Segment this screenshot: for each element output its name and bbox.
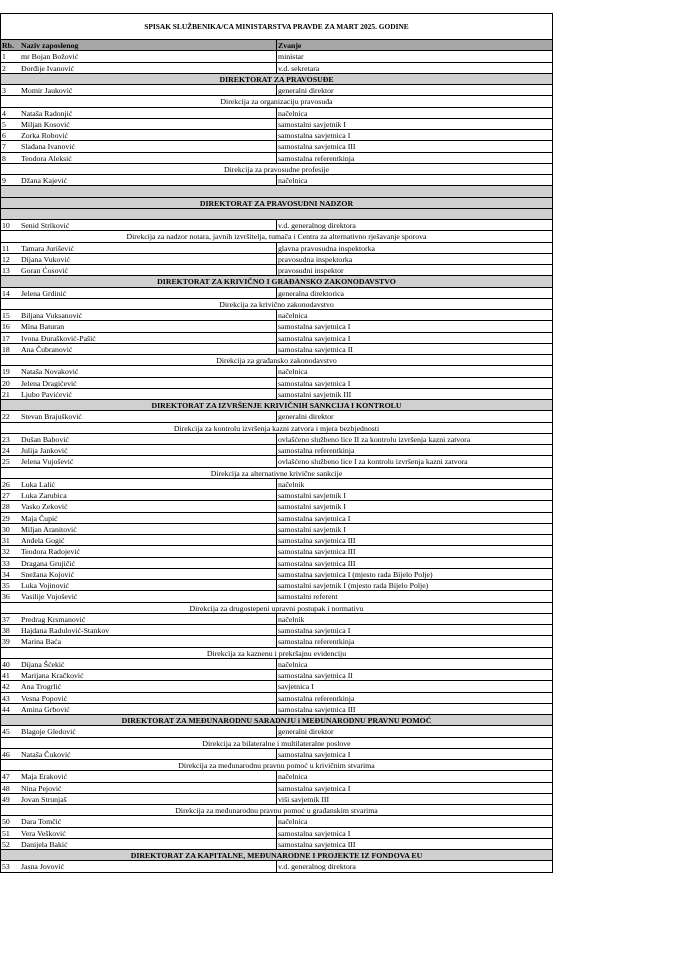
row-number: 19 — [2, 367, 10, 377]
employee-name: Marina Baća — [19, 636, 277, 646]
table-row — [1, 321, 552, 332]
row-number: 21 — [2, 389, 10, 399]
table-row — [1, 130, 552, 141]
table-row — [1, 141, 552, 152]
table-row — [1, 558, 552, 569]
employee-role: savjetnica I — [278, 682, 314, 692]
table-row — [1, 580, 552, 591]
employee-name: Biljana Vuksanović — [19, 310, 277, 320]
row-number: 32 — [2, 547, 10, 557]
employee-name: Luka Vojinović — [19, 580, 277, 590]
directorate-subheading — [1, 760, 552, 771]
employee-name: Julija Janković — [19, 445, 277, 455]
table-row — [1, 839, 552, 850]
section-label: Direkcija za nadzor notara, javnih izvršitelja, tumača i Centra za alternativno rješavanje sporova — [126, 232, 427, 242]
row-number: 27 — [2, 491, 10, 500]
employee-role: pravosudni inspektor — [278, 266, 344, 275]
table-row — [1, 175, 552, 186]
employee-role: načelnica — [278, 108, 308, 118]
section-label: Direkcija za međunarodnu pravnu pomoć u krivičnim stvarima — [178, 761, 375, 770]
directorate-heading — [1, 400, 552, 411]
table-row — [1, 569, 552, 580]
employee-role: v.d. generalnog direktora — [278, 862, 356, 872]
employee-name: Hajdana Radulović-Stankov — [19, 625, 277, 635]
directorate-subheading — [1, 423, 552, 434]
employee-role: samostalni savjetnik I — [278, 524, 346, 534]
employee-role: samostalni savjetnik I — [278, 502, 346, 512]
employee-name: Blagoje Gledović — [19, 726, 277, 736]
section-label: Direkcija za drugostepeni upravni postupak i normativu — [189, 603, 364, 613]
employee-name: Stevan Brajušković — [19, 411, 277, 421]
employee-name: Ana Trogrlić — [19, 681, 277, 691]
table-row — [1, 614, 552, 625]
row-number: 7 — [2, 142, 6, 152]
table-row — [1, 288, 552, 299]
employee-name: Jelena Dragićević — [19, 378, 277, 388]
employee-name: Luka Zarubica — [19, 490, 277, 500]
header-role: Zvanje — [278, 41, 302, 50]
directorate-subheading — [1, 648, 552, 659]
section-label: Direkcija za građansko zakonodavstvo — [216, 356, 337, 365]
table-row — [1, 333, 552, 344]
section-label: DIREKTORAT ZA MEĐUNARODNU SARADNJU i MEĐUNARODNU PRAVNU POMOĆ — [121, 716, 432, 725]
row-number: 33 — [2, 558, 10, 568]
header-rb: Rb. — [2, 41, 14, 50]
row-number: 28 — [2, 502, 10, 512]
row-number: 37 — [2, 614, 10, 624]
section-label: Direkcija za alternativne krivične sankcije — [210, 468, 343, 478]
row-number: 16 — [2, 322, 10, 332]
row-number: 3 — [2, 86, 6, 95]
row-number: 43 — [2, 693, 10, 703]
employee-name: Jelena Grdinić — [19, 288, 277, 298]
employee-role: generalni direktor — [278, 412, 334, 422]
employee-name: Momir Jauković — [19, 85, 277, 95]
employee-role: samostalna savjetnica III — [278, 536, 356, 545]
employee-role: samostalna savjetnica II — [278, 671, 353, 680]
employee-role: načelnik — [278, 614, 305, 624]
employee-name: Dragana Grujičić — [19, 558, 277, 568]
table-row — [1, 546, 552, 557]
employee-role: načelnica — [278, 772, 308, 782]
employee-role: v.d. sekretara — [278, 63, 320, 73]
row-number: 25 — [2, 457, 10, 467]
section-label: Direkcija za bilateralne i multilateralne poslove — [202, 738, 351, 748]
table-row — [1, 771, 552, 782]
employee-name: Luka Lalić — [19, 479, 277, 489]
row-number: 4 — [2, 108, 6, 118]
section-label: DIREKTORAT ZA IZVRŠENJE KRIVIČNIH SANKCIJA I KONTROLU — [151, 401, 402, 410]
table-row — [1, 119, 552, 130]
row-number: 29 — [2, 513, 10, 523]
table-row — [1, 659, 552, 670]
table-row — [1, 243, 552, 254]
employee-name: Maja Eraković — [19, 771, 277, 781]
table-row — [1, 389, 552, 400]
row-number: 40 — [2, 659, 10, 669]
directorate-subheading — [1, 738, 552, 749]
table-row — [1, 490, 552, 501]
employee-role: pravosudna inspektorka — [278, 254, 353, 264]
employee-role: samostalni referent — [278, 592, 338, 602]
directorate-subheading — [1, 299, 552, 310]
employee-name: Zorka Robović — [19, 130, 277, 140]
employee-name: Dara Tomčić — [19, 816, 277, 826]
row-number: 35 — [2, 581, 10, 590]
row-number: 18 — [2, 344, 10, 354]
table-row — [1, 434, 552, 445]
directorate-heading — [1, 276, 552, 287]
directorate-subheading — [1, 96, 552, 107]
table-row — [1, 749, 552, 760]
employee-role: samostalna savjetnica III — [278, 547, 356, 557]
row-number: 1 — [2, 52, 6, 62]
row-number: 9 — [2, 176, 6, 185]
section-label: Direkcija za organizaciju pravosuđa — [220, 97, 333, 107]
row-number: 44 — [2, 704, 10, 714]
employee-role: generalna direktorica — [278, 288, 345, 298]
row-number: 12 — [2, 254, 10, 264]
employee-name: Dijana Vuković — [19, 254, 277, 264]
employee-name: Džana Kajević — [19, 175, 277, 185]
employee-name: Predrag Krsmanović — [19, 614, 277, 624]
employee-name: Nataša Čuković — [19, 749, 277, 759]
section-label: Direkcija za međunarodnu pravnu pomoć u građanskim stvarima — [175, 806, 378, 815]
row-number: 15 — [2, 311, 10, 320]
employee-role: načelnik — [278, 479, 305, 489]
table-row — [1, 254, 552, 265]
row-number: 26 — [2, 479, 10, 489]
employee-role: samostalni savjetnik I (mjesto rada Bijelo Polje) — [278, 581, 429, 590]
row-number: 38 — [2, 626, 10, 635]
table-row — [1, 51, 552, 62]
table-body — [1, 51, 552, 872]
employee-role: načelnica — [278, 817, 308, 827]
employee-name: Vera Vešković — [19, 828, 277, 838]
row-number: 52 — [2, 839, 10, 849]
employee-role: viši savjetnik III — [278, 794, 330, 804]
row-number: 22 — [2, 412, 10, 422]
employee-name: Goran Ćosović — [19, 265, 277, 275]
employee-name: Vasilije Vujošević — [19, 591, 277, 601]
employee-name: Snežana Kojović — [19, 569, 277, 579]
table-row — [1, 861, 552, 872]
employee-role: generalni direktor — [278, 727, 334, 737]
table-row — [1, 670, 552, 681]
table-row — [1, 783, 552, 794]
directorate-subheading — [1, 603, 552, 614]
employee-role: samostalna savjetnica I — [278, 626, 351, 635]
row-number: 53 — [2, 862, 10, 872]
directorate-subheading — [1, 231, 552, 242]
row-number: 24 — [2, 446, 10, 455]
row-number: 49 — [2, 794, 10, 804]
table-row — [1, 108, 552, 119]
employee-name: Đorđije Ivanović — [19, 63, 277, 73]
table-row — [1, 535, 552, 546]
table-row — [1, 524, 552, 535]
section-label: DIREKTORAT ZA KAPITALNE, MEĐUNARODNE I PROJEKTE IZ FONDOVA EU — [130, 851, 423, 860]
row-number: 47 — [2, 772, 10, 782]
employee-role: samostalna savjetnica III — [278, 839, 356, 849]
employee-role: samostalna savjetnica I — [278, 131, 351, 140]
employee-name: Nataša Novaković — [19, 366, 277, 376]
row-number: 2 — [2, 63, 6, 73]
employee-name: Nina Pejović — [19, 783, 277, 793]
directorate-heading — [1, 850, 552, 861]
blank-row — [1, 186, 552, 197]
header-name: Naziv zaposlenog — [19, 40, 277, 50]
directorate-subheading — [1, 355, 552, 366]
employee-role: samostalna savjetnica I — [278, 828, 351, 838]
employee-name: Vesna Popović — [19, 693, 277, 703]
row-number: 50 — [2, 817, 10, 827]
table-row — [1, 726, 552, 737]
row-number: 14 — [2, 288, 10, 298]
table-row — [1, 479, 552, 490]
section-label: Direkcija za kaznenu i prekršajnu evidenciju — [206, 648, 347, 658]
table-row — [1, 378, 552, 389]
employee-name: Senid Striković — [19, 220, 277, 230]
employee-role: samostalna referentkinja — [278, 446, 355, 455]
table-row — [1, 704, 552, 715]
employee-role: samostalna savjetnica I — [278, 513, 351, 523]
directorate-heading — [1, 74, 552, 85]
employee-role: samostalna savjetnica I — [278, 783, 351, 793]
employee-role: samostalna referentkinja — [278, 153, 355, 163]
table-row — [1, 220, 552, 231]
employee-role: samostalna savjetnica III — [278, 704, 356, 714]
table-row — [1, 636, 552, 647]
employee-name: Marijana Kračković — [19, 670, 277, 680]
employee-name: Slađana Ivanović — [19, 141, 277, 151]
employee-name: Teodora Aleksić — [19, 153, 277, 163]
employee-role: v.d. generalnog direktora — [278, 221, 356, 230]
row-number: 34 — [2, 569, 10, 579]
employee-list-document — [0, 13, 553, 873]
table-row — [1, 681, 552, 692]
employee-name: Anđela Gogić — [19, 535, 277, 545]
employee-role: samostalni savjetnik I — [278, 119, 346, 129]
employee-name: mr Bojan Božović — [19, 51, 277, 61]
employee-role: samostalni savjetnik III — [278, 389, 352, 399]
directorate-heading — [1, 198, 552, 209]
row-number: 41 — [2, 671, 10, 680]
employee-name: Jovan Strunjaš — [19, 794, 277, 804]
table-row — [1, 366, 552, 377]
directorate-subheading — [1, 805, 552, 816]
table-row — [1, 693, 552, 704]
employee-name: Nataša Radonjić — [19, 108, 277, 118]
employee-name: Ljubo Pavićević — [19, 389, 277, 399]
table-row — [1, 625, 552, 636]
employee-name: Ivona Đurašković-Pašić — [19, 333, 277, 343]
employee-name: Amina Grbović — [19, 704, 277, 714]
row-number: 51 — [2, 828, 10, 838]
table-row — [1, 265, 552, 276]
row-number: 46 — [2, 749, 10, 759]
employee-name: Vasko Zeković — [19, 501, 277, 511]
employee-role: samostalna savjetnica I — [278, 378, 351, 388]
row-number: 36 — [2, 592, 10, 602]
table-row — [1, 828, 552, 839]
row-number: 39 — [2, 637, 10, 647]
employee-role: samostalna referentkinja — [278, 693, 355, 703]
row-number: 11 — [2, 243, 10, 253]
employee-name: Danijela Bakić — [19, 839, 277, 849]
table-row — [1, 456, 552, 467]
blank-row — [1, 209, 552, 220]
directorate-subheading — [1, 164, 552, 175]
employee-role: ovlašćeno službeno lice II za kontrolu izvršenja kazni zatvora — [278, 434, 471, 444]
employee-name: Jasna Jovović — [19, 861, 277, 871]
table-row — [1, 501, 552, 512]
employee-role: samostalna savjetnica III — [278, 558, 356, 568]
table-row — [1, 794, 552, 805]
table-row — [1, 411, 552, 422]
employee-name: Mina Baturan — [19, 321, 277, 331]
table-row — [1, 816, 552, 827]
row-number: 10 — [2, 221, 10, 230]
employee-name: Ana Čubranović — [19, 344, 277, 354]
row-number: 48 — [2, 783, 10, 793]
row-number: 23 — [2, 434, 10, 444]
table-row — [1, 591, 552, 602]
table-row — [1, 513, 552, 524]
row-number: 8 — [2, 153, 6, 163]
section-label: DIREKTORAT ZA PRAVOSUDNI NADZOR — [199, 198, 354, 208]
employee-role: generalni direktor — [278, 86, 334, 95]
employee-name: Teodora Radojević — [19, 546, 277, 556]
row-number: 45 — [2, 727, 10, 737]
employee-role: samostalna savjetnica I — [278, 322, 351, 332]
employee-name: Dušan Babović — [19, 434, 277, 444]
employee-name: Jelena Vujošević — [19, 456, 277, 466]
employee-role: načelnica — [278, 367, 308, 377]
table-header — [1, 40, 552, 51]
employee-name: Miljan Kosović — [19, 119, 277, 129]
section-label: DIREKTORAT ZA KRIVIČNO I GRAĐANSKO ZAKONODAVSTVO — [157, 277, 396, 287]
employee-role: samostalna savjetnica I — [278, 333, 351, 343]
employee-role: samostalna savjetnica III — [278, 142, 356, 152]
row-number: 30 — [2, 524, 10, 534]
employee-role: načelnica — [278, 311, 308, 320]
employee-role: samostalna savjetnica I (mjesto rada Bijelo Polje) — [278, 569, 433, 579]
table-row — [1, 153, 552, 164]
directorate-subheading — [1, 468, 552, 479]
employee-name: Maja Čupić — [19, 513, 277, 523]
table-row — [1, 445, 552, 456]
table-row — [1, 310, 552, 321]
employee-name: Dijana Šćekić — [19, 659, 277, 669]
row-number: 6 — [2, 131, 6, 140]
employee-name: Tamara Jurišević — [19, 243, 277, 253]
row-number: 17 — [2, 333, 10, 343]
row-number: 13 — [2, 266, 10, 275]
directorate-heading — [1, 715, 552, 726]
section-label: DIREKTORAT ZA PRAVOSUĐE — [219, 74, 334, 84]
employee-role: samostalni savjetnik I — [278, 491, 346, 500]
employee-role: ministar — [278, 52, 304, 62]
row-number: 20 — [2, 378, 10, 388]
employee-role: ovlašćeno službeno lice I za kontrolu izvršenja kazni zatvora — [278, 457, 468, 467]
document-title: SPISAK SLUŽBENIKA/CA MINISTARSTVA PRAVDE ZA MART 2025. GODINE — [1, 14, 552, 40]
section-label: Direkcija za pravosudne profesije — [224, 164, 329, 174]
row-number: 31 — [2, 536, 10, 545]
employee-role: načelnica — [278, 176, 308, 185]
employee-role: samostalna referentkinja — [278, 637, 355, 647]
employee-role: samostalna savjetnica II — [278, 344, 353, 354]
employee-role: glavna pravosudna inspektorka — [278, 243, 376, 253]
section-label: Direkcija za krivično zakonodavstvo — [219, 299, 334, 309]
table-row — [1, 85, 552, 96]
table-row — [1, 344, 552, 355]
section-label: Direkcija za kontrolu izvršenja kazni zatvora i mjera bezbjednosti — [173, 423, 380, 433]
employee-role: samostalna savjetnica I — [278, 749, 351, 759]
employee-name: Miljan Aranitović — [19, 524, 277, 534]
row-number: 42 — [2, 682, 10, 692]
table-row — [1, 63, 552, 74]
employee-role: načelnica — [278, 659, 308, 669]
row-number: 5 — [2, 119, 6, 129]
